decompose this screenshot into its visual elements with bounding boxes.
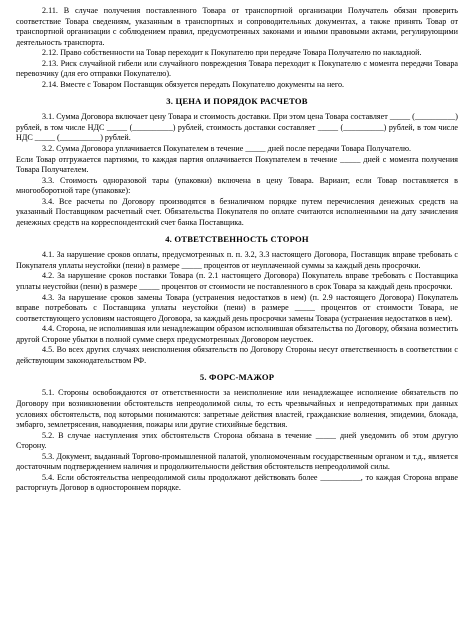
paragraph-3-1: 3.1. Сумма Договора включает цену Товара и стоимость доставки. При этом цена Товара составляет _____ (__________) рублей, в том числе НДС _____ (__________) рублей, стоимость доставки составляет _____ (__________) рублей, в том числе НДС _____ (__________) рублей.: [16, 112, 458, 143]
paragraph-3-2-batches: Если Товар отгружается партиями, то каждая партия оплачивается Покупателем в течение _____ дней с момента получения Товара Получателем.: [16, 154, 458, 175]
section-5: [16, 372, 458, 493]
section-5-heading: 5. ФОРС-МАЖОР: [199, 372, 275, 383]
paragraph-4-1: 4.1. За нарушение сроков оплаты, предусмотренных п. п. 3.2, 3.3 настоящего Договора, Поставщик вправе требовать с Покупателя уплаты неустойки (пени) в размере _____ процентов от неуплаченной суммы за каждый день просрочки.: [16, 250, 458, 270]
paragraph-3-4: 3.4. Все расчеты по Договору производятся в безналичном порядке путем перечисления денежных средств на указанный Поставщиком расчетный счет. Обязательства Покупателя по оплате считаются исполненными на дату зачисления денежных средств на корреспондентский счет банка Поставщика.: [16, 196, 458, 227]
paragraph-3-3: 3.3. Стоимость одноразовой тары (упаковки) включена в цену Товара. Вариант, если Товар поставляется в многооборотной таре (упаковке):: [16, 175, 458, 196]
paragraph-4-3: 4.3. За нарушение сроков замены Товара (устранения недостатков в нем) (п. 2.9 настоящего Договора) Покупатель вправе потребовать с Поставщика уплаты неустойки (пени) в размере _____ процентов от стоимости Товара, не соответствующего условиям настоящего Договора, за каждый день просрочки замены Товара (устранения недостатков в нем).: [16, 292, 458, 323]
section-4: [16, 234, 458, 366]
paragraph-5-1: 5.1. Стороны освобождаются от ответственности за неисполнение или ненадлежащее исполнение обязательств по Договору при возникновении обстоятельств непреодолимой силы, то есть чрезвычайных и непредотвратимых при данных условиях обстоятельств, под которыми понимаются: запретные действия властей, гражданские волнения, эпидемии, блокада, эмбарго, землетрясения, наводнения, пожары или другие стихийные бедствия.: [16, 388, 458, 430]
section-3-heading: 3. ЦЕНА И ПОРЯДОК РАСЧЕТОВ: [166, 96, 308, 107]
section-2-tail: [16, 6, 458, 90]
paragraph-4-5: 4.5. Во всех других случаях неисполнения обязательств по Договору Стороны несут ответственность в соответствии с действующим законодательством РФ.: [16, 345, 458, 365]
section-4-heading: 4. ОТВЕТСТВЕННОСТЬ СТОРОН: [165, 234, 309, 245]
paragraph-4-4: 4.4. Сторона, не исполнившая или ненадлежащим образом исполнившая обязательства по Договору, обязана возместить другой Стороне убытки в полной сумме сверх предусмотренных Договором неустоек.: [16, 324, 458, 344]
paragraph-2-14: 2.14. Вместе с Товаром Поставщик обязуется передать Покупателю документы на него.: [42, 79, 345, 89]
paragraph-5-2: 5.2. В случае наступления этих обстоятельств Сторона обязана в течение _____ дней уведомить об этом другую Сторону.: [16, 430, 458, 451]
paragraph-5-4: 5.4. Если обстоятельства непреодолимой силы продолжают действовать более __________, то каждая Сторона вправе расторгнуть Договор в одностороннем порядке.: [16, 472, 458, 493]
paragraph-2-11: 2.11. В случае получения поставленного Товара от транспортной организации Получатель обязан проверить соответствие Товара сведениям, указанным в транспортных и сопроводительных документах, а также принять Товар от транспортной организации с соблюдением правил, предусмотренных законами и иными правовыми актами, регулирующими деятельность транспорта.: [16, 6, 458, 47]
section-3: [16, 96, 458, 228]
paragraph-5-3: 5.3. Документ, выданный Торгово-промышленной палатой, уполномоченным государственным органом и т.д., является достаточным подтверждением наличия и продолжительности действия обстоятельств непреодолимой силы.: [16, 451, 458, 472]
paragraph-3-2: 3.2. Сумма Договора уплачивается Покупателем в течение _____ дней после передачи Товара Получателю.: [42, 144, 412, 154]
paragraph-2-12: 2.12. Право собственности на Товар переходит к Покупателю при передаче Товара Получателю по накладной.: [42, 48, 422, 58]
paragraph-4-2: 4.2. За нарушение сроков поставки Товара (п. 2.1 настоящего Договора) Покупатель вправе требовать с Поставщика уплаты неустойки (пени) в размере _____ процентов от стоимости не поставленного в срок Товара за каждый день просрочки.: [16, 271, 458, 292]
paragraph-2-13: 2.13. Риск случайной гибели или случайного повреждения Товара переходит к Покупателю с момента передачи Товара перевозчику (для его отправки Покупателю).: [16, 58, 458, 79]
